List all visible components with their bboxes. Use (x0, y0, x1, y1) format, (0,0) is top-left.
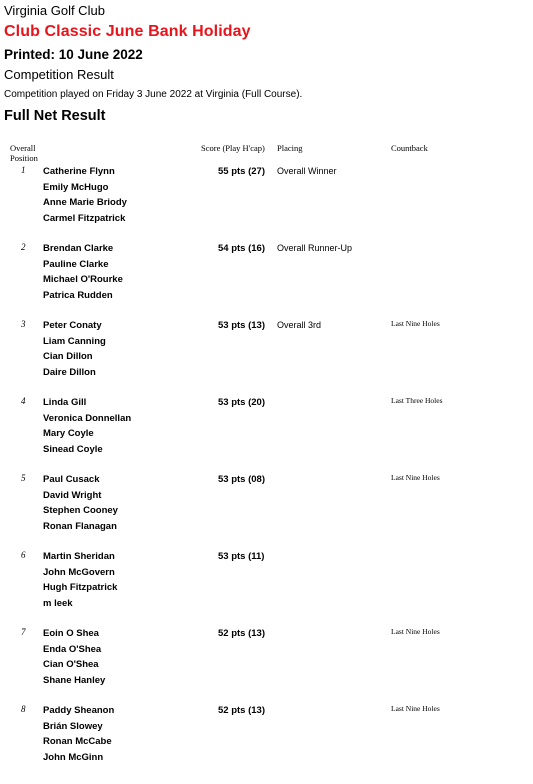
header-overall-position-line1: Overall (10, 143, 36, 153)
score: 55 pts (27) (218, 166, 265, 177)
overall-position: 4 (21, 396, 26, 406)
overall-position: 8 (21, 704, 26, 714)
countback: Last Nine Holes (391, 473, 440, 482)
result-entry (0, 318, 533, 395)
overall-position: 3 (21, 319, 26, 329)
overall-position: 2 (21, 242, 26, 252)
result-entry (0, 472, 533, 549)
player-name: Paddy Sheanon (43, 705, 115, 716)
player-name: Brián Slowey (43, 720, 103, 732)
result-entry (0, 241, 533, 318)
player-name: John McGinn (43, 751, 104, 763)
player-name: Shane Hanley (43, 674, 106, 686)
score: 53 pts (13) (218, 320, 265, 331)
overall-position: 1 (21, 165, 26, 175)
player-name: Emily McHugo (43, 181, 109, 193)
team-names (43, 703, 114, 765)
score: 52 pts (13) (218, 628, 265, 639)
result-entry (0, 395, 533, 472)
overall-position: 6 (21, 550, 26, 560)
player-name: Peter Conaty (43, 320, 102, 331)
header-countback: Countback (391, 143, 428, 153)
overall-position: 5 (21, 473, 26, 483)
countback: Last Nine Holes (391, 704, 440, 713)
player-name: Veronica Donnellan (43, 412, 132, 424)
player-name: Cian O'Shea (43, 659, 99, 670)
player-name: Ronan McCabe (43, 736, 112, 747)
section-title: Full Net Result (4, 108, 106, 124)
header-placing: Placing (277, 143, 303, 153)
player-name: Ronan Flanagan (43, 520, 117, 532)
team-names (43, 164, 127, 226)
team-names (43, 395, 131, 457)
player-name: Cian Dillon (43, 351, 93, 362)
player-name: Catherine Flynn (43, 166, 115, 177)
player-name: m leek (43, 597, 73, 609)
countback: Last Nine Holes (391, 627, 440, 636)
score: 54 pts (16) (218, 243, 265, 254)
player-name: Mary Coyle (43, 428, 94, 439)
player-name: Patrica Rudden (43, 289, 113, 301)
player-name: Brendan Clarke (43, 243, 114, 254)
club-name: Virginia Golf Club (4, 3, 105, 18)
player-name: Eoin O Shea (43, 628, 99, 639)
placing: Overall 3rd (277, 320, 322, 330)
printed-date: Printed: 10 June 2022 (4, 47, 143, 62)
score: 53 pts (11) (218, 551, 265, 562)
player-name: John McGovern (43, 566, 115, 578)
player-name: Michael O'Rourke (43, 274, 123, 285)
result-entry (0, 626, 533, 703)
player-name: Liam Canning (43, 335, 106, 347)
header-overall-position-line2: Position (10, 153, 38, 163)
header-score: Score (Play H'cap) (201, 143, 265, 153)
placing: Overall Runner-Up (277, 243, 353, 253)
team-names (43, 549, 117, 611)
player-name: Pauline Clarke (43, 258, 109, 270)
result-entry (0, 549, 533, 626)
score: 53 pts (20) (218, 397, 265, 408)
header-overall-position (10, 143, 38, 163)
overall-position: 7 (21, 627, 26, 637)
player-name: Stephen Cooney (43, 505, 118, 516)
countback: Last Nine Holes (391, 319, 440, 328)
player-name: Hugh Fitzpatrick (43, 582, 118, 593)
player-name: David Wright (43, 489, 102, 501)
player-name: Paul Cusack (43, 474, 100, 485)
team-names (43, 241, 123, 303)
placing: Overall Winner (277, 166, 337, 176)
team-names (43, 626, 105, 688)
player-name: Sinead Coyle (43, 443, 103, 455)
result-entry (0, 164, 533, 241)
score: 52 pts (13) (218, 705, 265, 716)
player-name: Daire Dillon (43, 366, 96, 378)
countback: Last Three Holes (391, 396, 443, 405)
score: 53 pts (08) (218, 474, 265, 485)
result-type: Competition Result (4, 67, 114, 82)
player-name: Enda O'Shea (43, 643, 102, 655)
team-names (43, 472, 118, 534)
player-name: Martin Sheridan (43, 551, 115, 562)
played-info: Competition played on Friday 3 June 2022 at Virginia (Full Course). (4, 89, 303, 100)
competition-title: Club Classic June Bank Holiday (4, 23, 251, 40)
player-name: Linda Gill (43, 397, 87, 408)
team-names (43, 318, 106, 380)
player-name: Carmel Fitzpatrick (43, 212, 126, 224)
result-entry (0, 703, 533, 780)
player-name: Anne Marie Briody (43, 197, 127, 208)
